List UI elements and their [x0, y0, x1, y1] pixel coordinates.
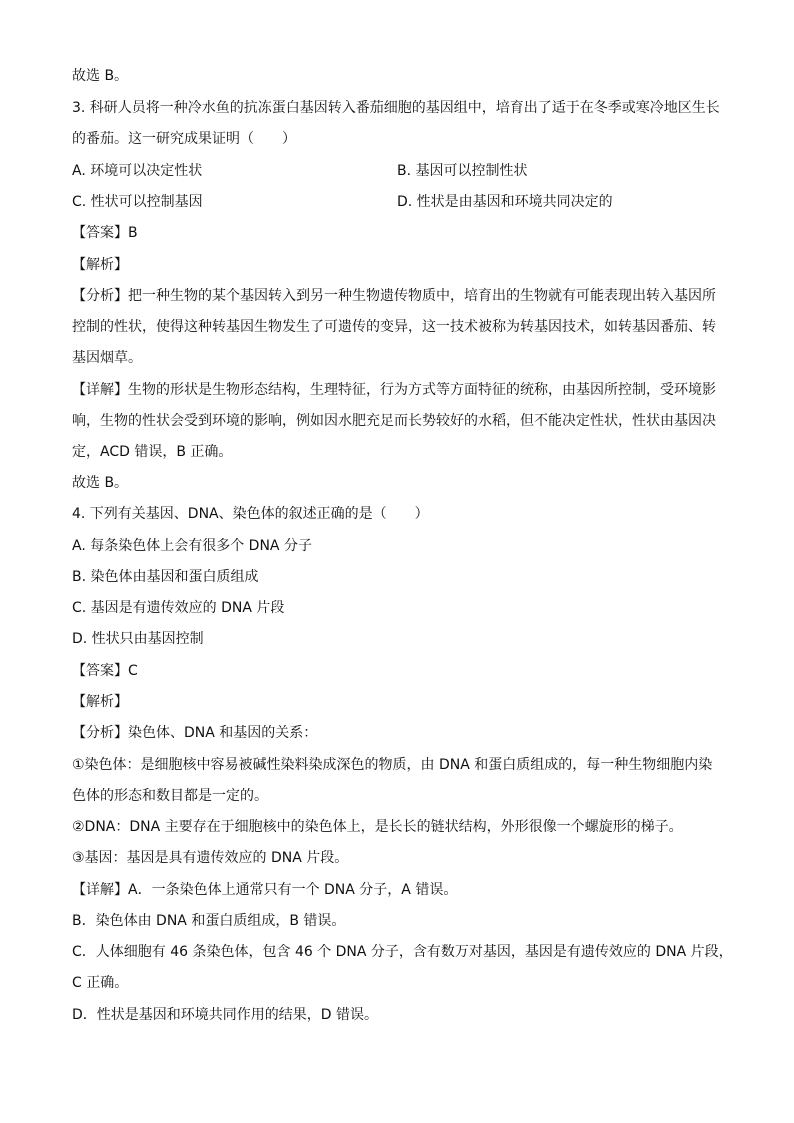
text-line: 【详解】A．一条染色体上通常只有一个 DNA 分子，A 错误。: [72, 882, 458, 898]
q3-option-c: C. 性状可以控制基因: [72, 194, 203, 210]
q4-option-c: C. 基因是有遗传效应的 DNA 片段: [72, 600, 285, 616]
text-line: 响，生物的性状会受到环境的影响，例如因水肥充足而长势较好的水稻，但不能决定性状，性状由基因决: [72, 413, 716, 429]
q4-option-d: D. 性状只由基因控制: [72, 631, 204, 647]
text-line: ①染色体：是细胞核中容易被碱性染料染成深色的物质，由 DNA 和蛋白质组成的，每一种生物细胞内染: [72, 757, 713, 773]
text-line: 色体的形态和数目都是一定的。: [72, 788, 268, 804]
text-line: 基因烟草。: [72, 350, 142, 366]
q3-option-a: A. 环境可以决定性状: [72, 163, 203, 179]
q4-option-a: A. 每条染色体上会有很多个 DNA 分子: [72, 538, 312, 554]
question-3-stem: 3. 科研人员将一种冷水鱼的抗冻蛋白基因转入番茄细胞的基因组中，培育出了适于在冬季或寒冷地区生长: [72, 100, 720, 116]
q4-answer: 【答案】C: [72, 663, 138, 679]
q4-analysis-heading: 【解析】: [72, 694, 128, 710]
text-line: 【分析】把一种生物的某个基因转入到另一种生物遗传物质中，培育出的生物就有可能表现出转入基因所: [72, 288, 716, 304]
q3-option-d: D. 性状是由基因和环境共同决定的: [397, 194, 613, 210]
text-line: C 正确。: [72, 975, 129, 991]
text-line: ③基因：基因是具有遗传效应的 DNA 片段。: [72, 850, 349, 866]
question-3-stem-cont: 的番茄。这一研究成果证明（ ）: [72, 131, 296, 147]
text-line: 【分析】染色体、DNA 和基因的关系：: [72, 725, 318, 741]
q3-option-b: B. 基因可以控制性状: [397, 163, 528, 179]
text-line: 【详解】生物的形状是生物形态结构，生理特征，行为方式等方面特征的统称，由基因所控制，受环境影: [72, 382, 716, 398]
q3-answer: 【答案】B: [72, 225, 138, 241]
q4-option-b: B. 染色体由基因和蛋白质组成: [72, 569, 259, 585]
text-line: ②DNA：DNA 主要存在于细胞核中的染色体上，是长长的链状结构，外形很像一个螺旋形的梯子。: [72, 819, 683, 835]
text-line: B．染色体由 DNA 和蛋白质组成，B 错误。: [72, 913, 346, 929]
text-line: 控制的性状，使得这种转基因生物发生了可遗传的变异，这一技术被称为转基因技术，如转基因番茄、转: [72, 319, 716, 335]
text-line: D．性状是基因和环境共同作用的结果，D 错误。: [72, 1007, 379, 1023]
text-line: 定，ACD 错误，B 正确。: [72, 444, 233, 460]
text-line: 故选 B。: [72, 475, 129, 491]
q3-analysis-heading: 【解析】: [72, 257, 128, 273]
question-4-stem: 4. 下列有关基因、DNA、染色体的叙述正确的是（ ）: [72, 506, 429, 522]
text-line: 故选 B。: [72, 68, 129, 84]
text-line: C．人体细胞有 46 条染色体，包含 46 个 DNA 分子，含有数万对基因，基因是有遗传效应的 DNA 片段，: [72, 944, 733, 960]
